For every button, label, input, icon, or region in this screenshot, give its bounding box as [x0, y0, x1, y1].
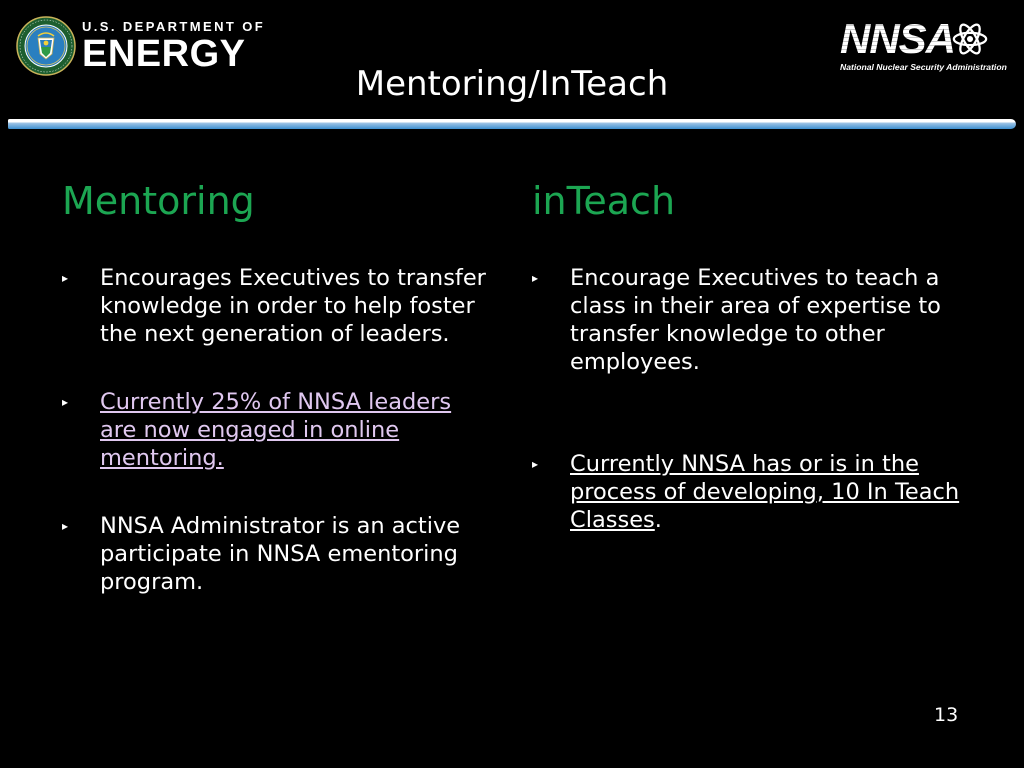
inteach-stat-link[interactable]: Currently NNSA has or is in the process of developing, 10 In Teach Classes: [570, 451, 960, 533]
inteach-column: [532, 176, 972, 534]
list-item: [62, 512, 492, 596]
page-number: 13: [934, 704, 959, 726]
bullet-text: Encourage Executives to teach a class in their area of expertise to transfer knowledge to other employees.: [570, 265, 941, 375]
list-item: [62, 264, 492, 348]
list-item: [532, 264, 972, 376]
triangle-right-icon: ▸: [62, 395, 69, 409]
list-item: [532, 450, 972, 534]
mentoring-column: [62, 176, 492, 596]
inteach-heading: inTeach: [532, 179, 676, 223]
inteach-bullets: [532, 264, 972, 534]
triangle-right-icon: ▸: [62, 519, 69, 533]
mentoring-bullets: [62, 264, 492, 596]
nnsa-letters: NNSA: [840, 15, 956, 62]
triangle-right-icon: ▸: [532, 271, 539, 285]
doe-line2: ENERGY: [82, 32, 246, 75]
title-divider: [8, 119, 1016, 129]
mentoring-heading: Mentoring: [62, 179, 255, 223]
bullet-text: Encourages Executives to transfer knowledge in order to help foster the next generation of leaders.: [100, 265, 486, 347]
list-item: [62, 388, 492, 472]
mentoring-stat-link[interactable]: Currently 25% of NNSA leaders are now engaged in online mentoring.: [100, 389, 452, 471]
doe-line1: U.S. DEPARTMENT OF: [82, 18, 266, 34]
nnsa-subtitle: National Nuclear Security Administration: [840, 62, 1007, 72]
slide-title: Mentoring/InTeach: [355, 64, 669, 104]
triangle-right-icon: ▸: [62, 271, 69, 285]
atom-icon: [951, 20, 989, 58]
bullet-period: .: [654, 507, 662, 533]
bullet-text: NNSA Administrator is an active participate in NNSA ementoring program.: [100, 513, 461, 595]
triangle-right-icon: ▸: [532, 457, 539, 471]
